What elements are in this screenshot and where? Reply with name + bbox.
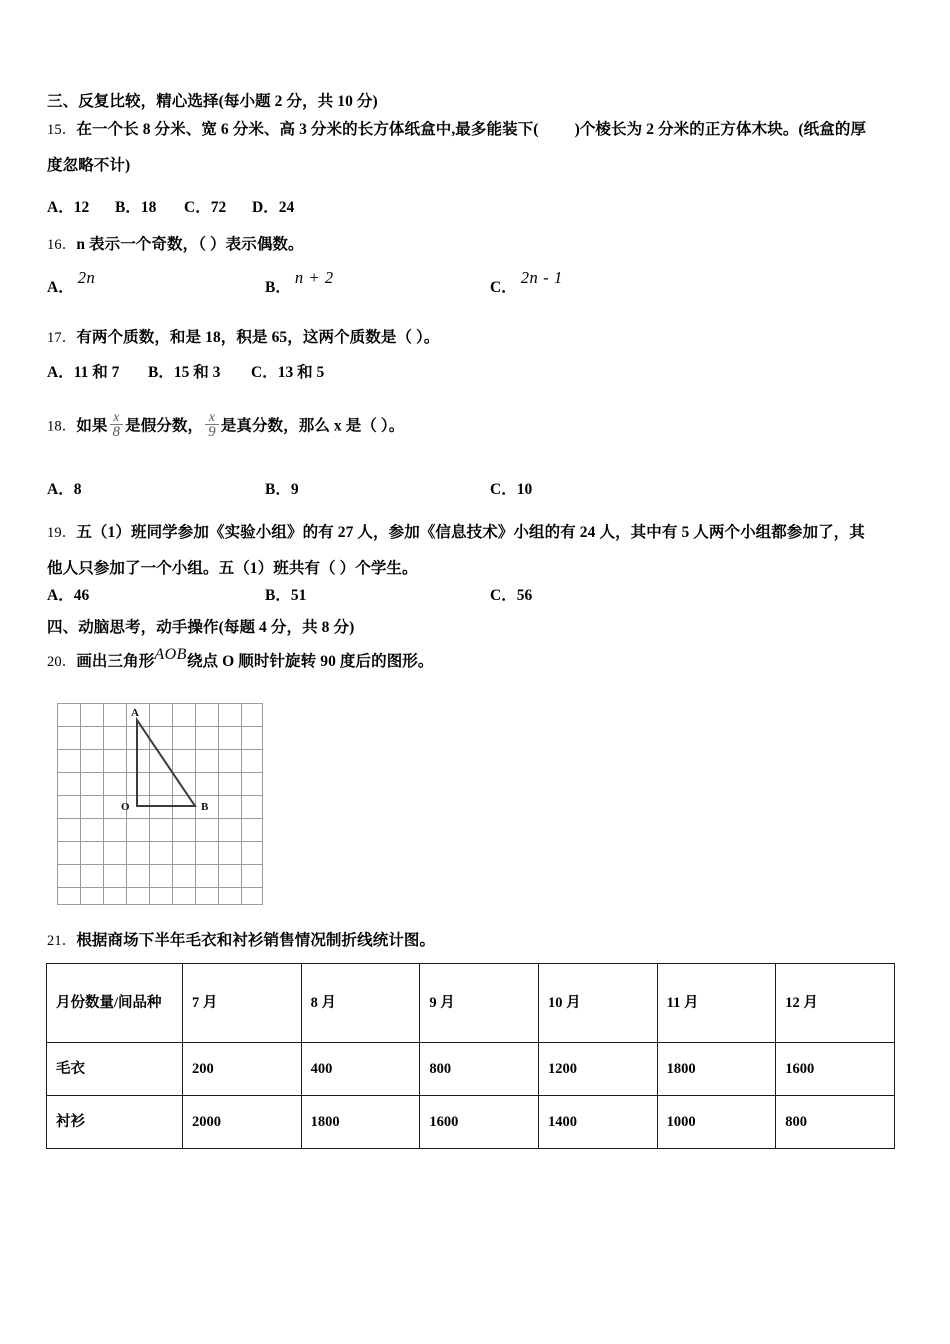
option-15-A-value: 12 bbox=[73, 199, 90, 216]
option-15-C-label: C． bbox=[184, 199, 211, 216]
sweater-month-8: 400 bbox=[301, 1043, 420, 1096]
table-header-month-11: 11 月 bbox=[657, 964, 776, 1043]
option-18-B-value: 9 bbox=[290, 481, 299, 498]
question-16-number: 16． bbox=[47, 237, 77, 253]
option-19-B-label: B． bbox=[265, 587, 291, 604]
option-18-B[interactable] bbox=[265, 477, 299, 499]
option-18-A-value: 8 bbox=[73, 481, 82, 498]
sweater-month-9: 800 bbox=[420, 1043, 539, 1096]
option-17-C-value: 13 和 5 bbox=[277, 364, 325, 381]
option-17-A-value: 11 和 7 bbox=[73, 364, 120, 381]
option-19-B[interactable] bbox=[265, 583, 306, 605]
option-16-A[interactable] bbox=[47, 268, 99, 297]
question-21-number: 21． bbox=[47, 933, 77, 949]
option-15-A-label: A． bbox=[47, 199, 74, 216]
option-15-C-value: 72 bbox=[210, 199, 227, 216]
option-17-A[interactable] bbox=[47, 360, 119, 382]
sweater-month-10: 1200 bbox=[538, 1043, 657, 1096]
option-15-D[interactable] bbox=[252, 195, 294, 217]
question-20 bbox=[47, 648, 903, 676]
question-20-number: 20． bbox=[47, 654, 77, 670]
option-19-C-value: 56 bbox=[516, 587, 533, 604]
sales-table-wrapper bbox=[46, 963, 895, 1149]
option-18-C[interactable] bbox=[490, 477, 532, 499]
triangle-aob-shape bbox=[137, 720, 195, 806]
shirt-month-8: 1800 bbox=[301, 1096, 420, 1149]
shirt-month-12: 800 bbox=[776, 1096, 895, 1149]
question-15-text-part1: 在一个长 8 分米、宽 6 分米、高 3 分米的长方体纸盒中,最多能装下( bbox=[76, 121, 539, 138]
question-18-number: 18． bbox=[47, 418, 77, 435]
fraction-x-over-9-numerator: x bbox=[205, 410, 219, 425]
shirt-month-7: 2000 bbox=[183, 1096, 302, 1149]
option-16-B-label: B． bbox=[265, 279, 291, 296]
table-header-row bbox=[47, 964, 895, 1043]
option-19-A-value: 46 bbox=[73, 587, 90, 604]
sweater-month-7: 200 bbox=[183, 1043, 302, 1096]
option-15-D-label: D． bbox=[252, 199, 279, 216]
fraction-x-over-8-denominator: 8 bbox=[112, 423, 121, 440]
fraction-x-over-8 bbox=[110, 410, 124, 440]
section-heading-three: 三、反复比较，精心选择(每小题 2 分，共 10 分) bbox=[47, 93, 378, 110]
question-16 bbox=[47, 231, 903, 259]
option-19-B-value: 51 bbox=[290, 587, 307, 604]
question-17-text: 有两个质数，和是 18，积是 65，这两个质数是（ ）。 bbox=[76, 329, 440, 346]
question-20-text-b: 绕点 O 顺时针旋转 90 度后的图形。 bbox=[186, 653, 434, 670]
option-17-A-label: A． bbox=[47, 364, 74, 381]
option-18-B-label: B． bbox=[265, 481, 291, 498]
option-15-C[interactable] bbox=[184, 195, 226, 217]
shirt-month-11: 1000 bbox=[657, 1096, 776, 1149]
option-16-B-value: n + 2 bbox=[294, 268, 334, 287]
question-15 bbox=[47, 116, 903, 144]
option-18-A-label: A． bbox=[47, 481, 74, 498]
option-15-B[interactable] bbox=[115, 195, 156, 217]
table-row-label-shirt: 衬衫 bbox=[47, 1096, 183, 1149]
shirt-month-10: 1400 bbox=[538, 1096, 657, 1149]
question-19-options bbox=[47, 583, 903, 609]
question-18-text-a: 如果 bbox=[76, 417, 108, 435]
option-16-A-label: A． bbox=[47, 279, 74, 296]
question-16-text: n 表示一个奇数，（ ）表示偶数。 bbox=[76, 236, 304, 253]
figure-grid-triangle-aob bbox=[57, 703, 264, 907]
option-18-A[interactable] bbox=[47, 477, 81, 499]
option-19-C-label: C． bbox=[490, 587, 517, 604]
option-16-C-value: 2n - 1 bbox=[520, 268, 563, 287]
option-16-C[interactable] bbox=[490, 268, 567, 297]
section-heading-four: 四、动脑思考，动手操作(每题 4 分，共 8 分) bbox=[47, 619, 355, 636]
question-19-line1: 五（1）班同学参加《实验小组》的有 27 人，参加《信息技术》小组的有 24 人，其中有 5 人两个小组都参加了，其 bbox=[76, 524, 865, 541]
option-16-C-label: C． bbox=[490, 279, 517, 296]
table-header-month-10: 10 月 bbox=[538, 964, 657, 1043]
vertex-label-B: B bbox=[201, 801, 209, 813]
option-15-B-label: B． bbox=[115, 199, 141, 216]
option-17-B[interactable] bbox=[148, 360, 220, 382]
question-18 bbox=[47, 410, 903, 442]
option-17-B-value: 15 和 3 bbox=[173, 364, 221, 381]
option-19-C[interactable] bbox=[490, 583, 532, 605]
sweater-month-12: 1600 bbox=[776, 1043, 895, 1096]
question-19-number: 19． bbox=[47, 525, 77, 541]
option-18-C-value: 10 bbox=[516, 481, 533, 498]
question-15-line2: 度忽略不计) bbox=[47, 157, 131, 174]
sales-table bbox=[46, 963, 895, 1149]
vertex-label-O: O bbox=[121, 801, 130, 813]
sweater-month-11: 1800 bbox=[657, 1043, 776, 1096]
question-21 bbox=[47, 927, 903, 955]
table-header-month-12: 12 月 bbox=[776, 964, 895, 1043]
option-19-A-label: A． bbox=[47, 587, 74, 604]
question-18-text-c: 是真分数，那么 x 是（ ）。 bbox=[220, 417, 405, 435]
fraction-x-over-9 bbox=[205, 410, 219, 440]
question-20-text-a: 画出三角形 bbox=[76, 653, 155, 670]
option-16-A-value: 2n bbox=[77, 268, 96, 287]
option-18-C-label: C． bbox=[490, 481, 517, 498]
question-18-text-b: 是假分数， bbox=[125, 417, 204, 435]
question-17-options bbox=[47, 360, 903, 386]
question-21-text: 根据商场下半年毛衣和衬衫销售情况制折线统计图。 bbox=[76, 932, 436, 949]
table-corner-header: 月份数量/间品种 bbox=[47, 964, 183, 1043]
table-header-month-7: 7 月 bbox=[183, 964, 302, 1043]
question-17-number: 17． bbox=[47, 330, 77, 346]
option-17-B-label: B． bbox=[148, 364, 174, 381]
question-15-number: 15． bbox=[47, 122, 77, 138]
table-row bbox=[47, 1043, 895, 1096]
question-16-options bbox=[47, 268, 903, 301]
option-15-A[interactable] bbox=[47, 195, 89, 217]
question-15-text-part2: )个棱长为 2 分米的正方体木块。(纸盒的厚 bbox=[574, 121, 867, 138]
question-19 bbox=[47, 519, 903, 547]
fraction-x-over-8-numerator: x bbox=[110, 410, 124, 425]
question-17 bbox=[47, 324, 903, 352]
option-17-C-label: C． bbox=[251, 364, 278, 381]
option-19-A[interactable] bbox=[47, 583, 89, 605]
fraction-x-over-9-denominator: 9 bbox=[208, 423, 216, 440]
question-15-options bbox=[47, 195, 903, 221]
question-20-math-label: AOB bbox=[154, 646, 187, 663]
question-18-options bbox=[47, 477, 903, 503]
table-row-label-sweater: 毛衣 bbox=[47, 1043, 183, 1096]
table-header-month-8: 8 月 bbox=[301, 964, 420, 1043]
option-16-B[interactable] bbox=[265, 268, 338, 297]
table-row bbox=[47, 1096, 895, 1149]
grid-lines bbox=[57, 703, 263, 905]
question-19-line2: 他人只参加了一个小组。五（1）班共有（ ）个学生。 bbox=[47, 560, 418, 577]
shirt-month-9: 1600 bbox=[420, 1096, 539, 1149]
option-15-D-value: 24 bbox=[278, 199, 295, 216]
option-17-C[interactable] bbox=[251, 360, 324, 382]
vertex-label-A: A bbox=[131, 707, 139, 719]
option-15-B-value: 18 bbox=[140, 199, 157, 216]
table-header-month-9: 9 月 bbox=[420, 964, 539, 1043]
